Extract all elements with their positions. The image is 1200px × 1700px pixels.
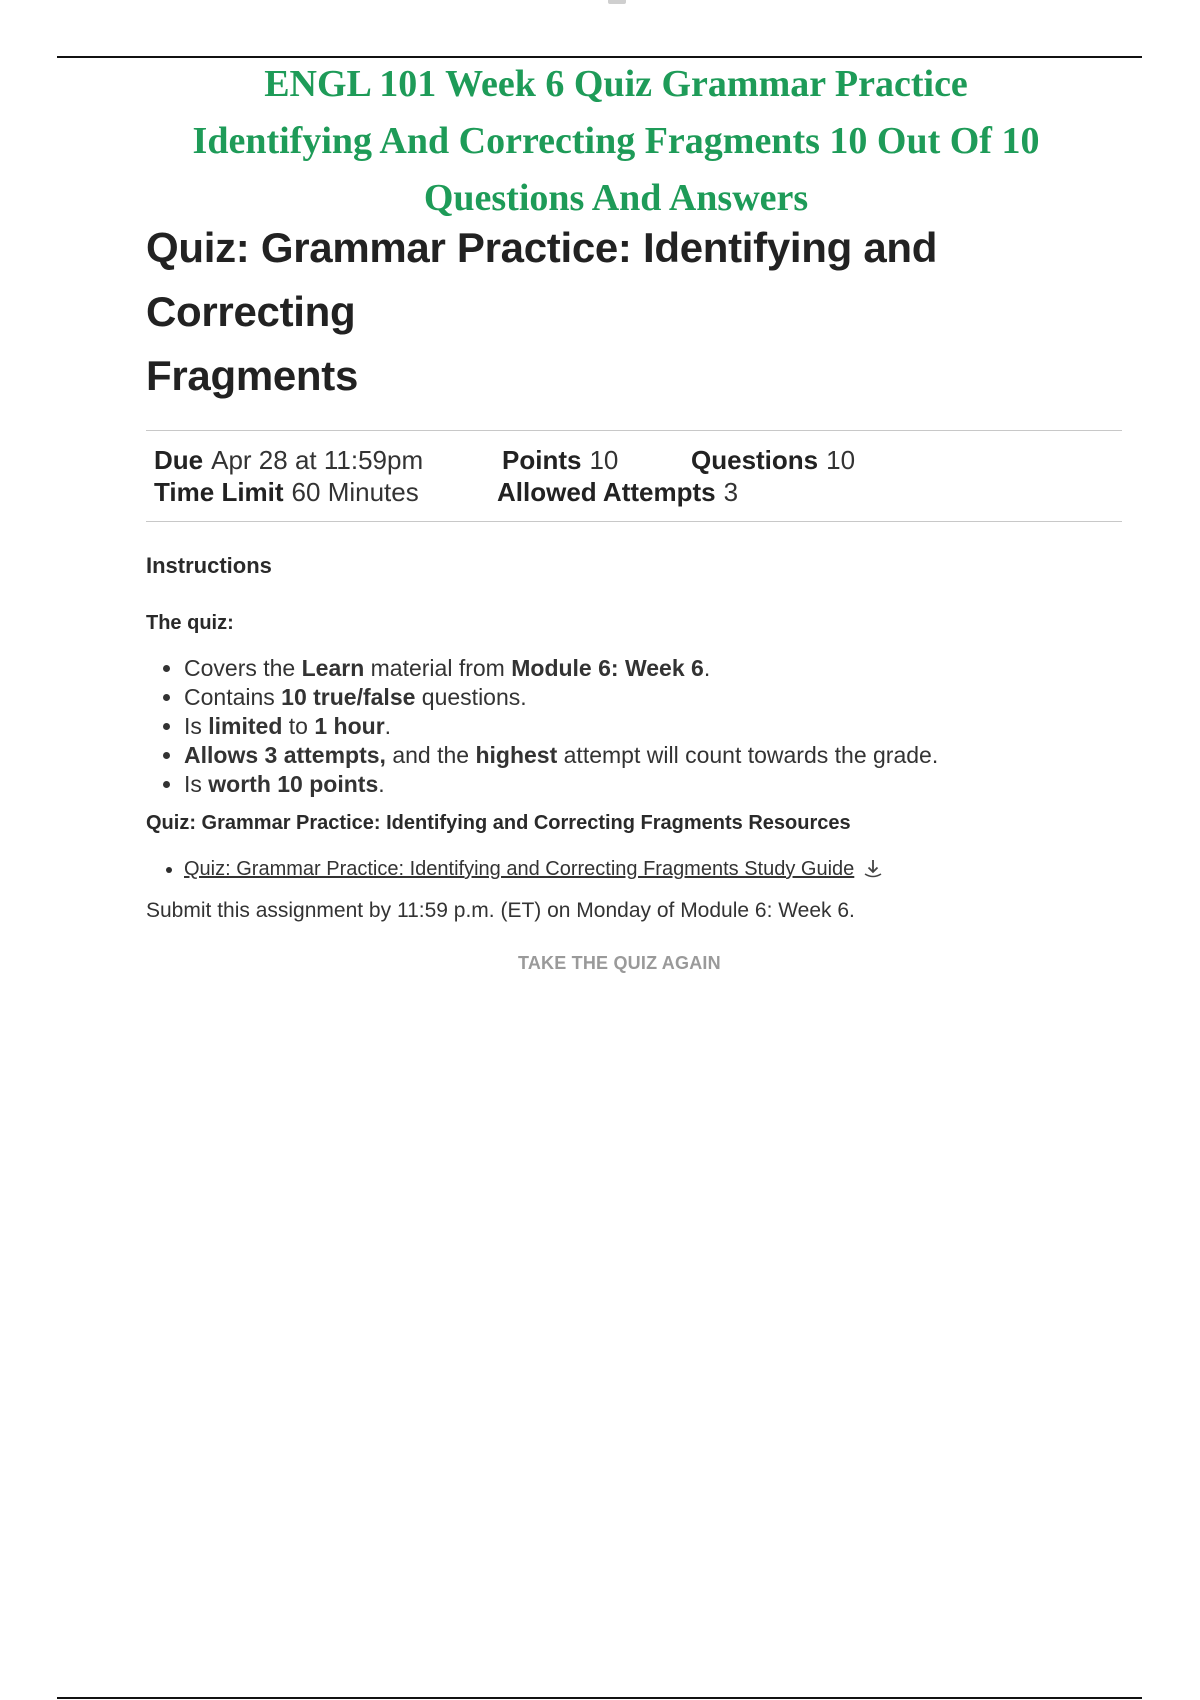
bullet-4-bold-attempts: Allows 3 attempts, [184,742,386,768]
bullet-1-text-c: material from [364,655,512,681]
time-limit-label: Time Limit [154,477,284,507]
document-title-line-1: ENGL 101 Week 6 Quiz Grammar Practice [264,63,968,105]
list-item [184,712,1146,741]
points-label: Points [502,445,582,475]
points [502,445,618,476]
bullet-5-bold-worth: worth 10 points [208,771,379,797]
allowed-attempts [497,477,738,508]
quiz-title-line-2: Fragments [146,352,359,399]
bullet-5-text-c: . [378,771,385,797]
list-item [184,654,1146,683]
quiz-page [146,216,1146,974]
bullet-4-text-b: and the [385,742,476,768]
instructions-heading: Instructions [146,553,272,578]
bullet-3-text-e: . [384,713,392,739]
quiz-subheading: The quiz: [146,612,234,634]
attempts-value: 3 [723,477,739,507]
due-value: Apr 28 at 11:59pm [211,445,424,475]
study-guide-link[interactable]: Quiz: Grammar Practice: Identifying and Correcting Fragments Study Guide [184,858,855,880]
bullet-3-bold-hour: 1 hour [314,713,385,739]
bullet-3-text-c: to [282,713,315,739]
bullet-1-text-e: . [703,655,711,681]
document-title-line-3: Questions And Answers [423,177,809,219]
due-label: Due [154,445,204,475]
time-limit [154,477,419,508]
list-item [184,855,1146,883]
bullet-2-text-c: questions. [415,684,527,710]
page-top-marker [608,0,626,4]
quiz-title [146,216,1146,408]
document-title [120,56,1112,227]
submit-deadline-note: Submit this assignment by 11:59 p.m. (ET) on Monday of Module 6: Week 6. [146,899,855,922]
document-title-line-2: Identifying And Correcting Fragments 10 Out Of 10 [192,120,1040,162]
bullet-2-bold-count: 10 true/false [281,684,416,710]
bullet-3-bold-limited: limited [208,713,283,739]
bullet-1-text-a: Covers the [184,655,302,681]
attempts-label: Allowed Attempts [497,477,716,507]
bullet-4-bold-highest: highest [475,742,558,768]
questions-value: 10 [826,445,856,475]
meta-bottom-divider [146,521,1122,522]
time-limit-value: 60 Minutes [291,477,419,507]
download-icon[interactable] [862,857,884,879]
list-item [184,683,1146,712]
resources-list [146,855,1146,883]
questions-label: Questions [691,445,819,475]
list-item [184,770,1146,799]
quiz-title-line-1: Quiz: Grammar Practice: Identifying and Correcting [146,224,938,335]
bullet-1-bold-module: Module 6: Week 6 [511,655,704,681]
quiz-details [146,431,1146,521]
quiz-info-list [146,654,1146,799]
points-value: 10 [589,445,619,475]
take-quiz-again-button[interactable]: TAKE THE QUIZ AGAIN [518,953,721,973]
resources-heading: Quiz: Grammar Practice: Identifying and Correcting Fragments Resources [146,812,851,834]
bullet-1-bold-learn: Learn [301,655,365,681]
due-date [154,445,423,476]
bullet-5-text-a: Is [184,771,209,797]
bullet-3-text-a: Is [184,713,209,739]
questions-count [691,445,855,476]
list-item [184,741,1146,770]
bullet-4-text-d: attempt will count towards the grade. [557,742,939,768]
bullet-2-text-a: Contains [184,684,282,710]
bottom-rule [57,1697,1142,1699]
